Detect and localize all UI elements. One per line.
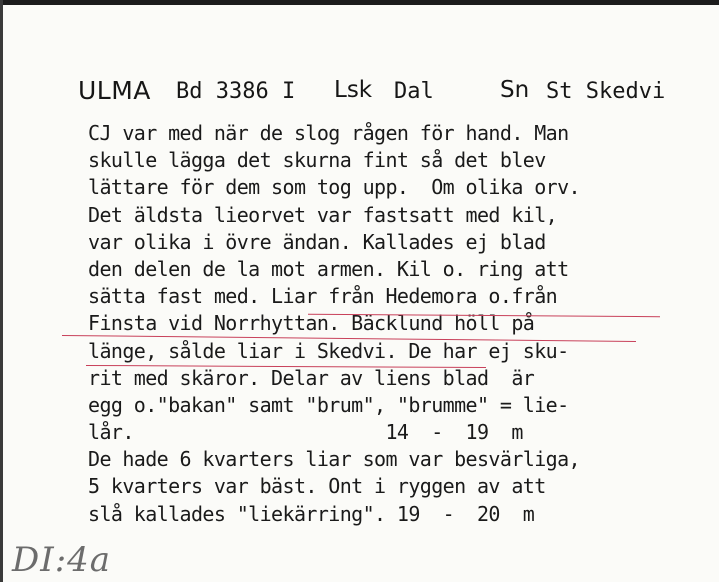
text-line: lår. 14 - 19 m <box>88 420 523 445</box>
text-line: den delen de la mot armen. Kil o. ring att <box>88 256 569 281</box>
handwritten-signature: DI:4a <box>12 540 112 580</box>
text-line: sätta fast med. Liar från Hedemora o.från <box>88 284 558 309</box>
record-text <box>88 120 708 528</box>
text-line: 5 kvarters var bäst. Ont i ryggen av att <box>88 474 546 499</box>
text-line: var olika i övre ändan. Kallades ej blad <box>88 229 546 254</box>
parish-value: St Skedvi <box>546 79 666 104</box>
province-value: Dal <box>394 79 434 104</box>
text-line: CJ var med när de slog rågen för hand. Man <box>88 121 569 145</box>
province-label: Lsk <box>334 77 373 103</box>
text-line: länge, sålde liar i Skedvi. De har ej sku- <box>88 338 569 363</box>
text-line: egg o."bakan" samt "brum", "brumme" = lie- <box>88 392 569 417</box>
text-line: slå kallades "liekärring". 19 - 20 m <box>88 501 535 526</box>
text-line: Finsta vid Norrhyttan. Bäcklund höll på <box>88 311 535 336</box>
text-line: skulle lägga det skurna fint så det blev <box>88 148 546 173</box>
parish-label: Sn <box>500 77 530 103</box>
volume-number: Bd 3386 I <box>176 79 296 104</box>
text-line: Det äldsta lieorvet var fastsatt med kil, <box>88 202 558 227</box>
archive-name: ULMA <box>78 76 151 105</box>
card-header <box>0 76 719 110</box>
card-top-edge <box>0 0 719 5</box>
text-line: rit med skäror. Delar av liens blad är <box>88 365 535 390</box>
text-line: De hade 6 kvarters liar som var besvärliga, <box>88 447 580 472</box>
text-line: lättare för dem som tog upp. Om olika orv. <box>88 175 580 200</box>
